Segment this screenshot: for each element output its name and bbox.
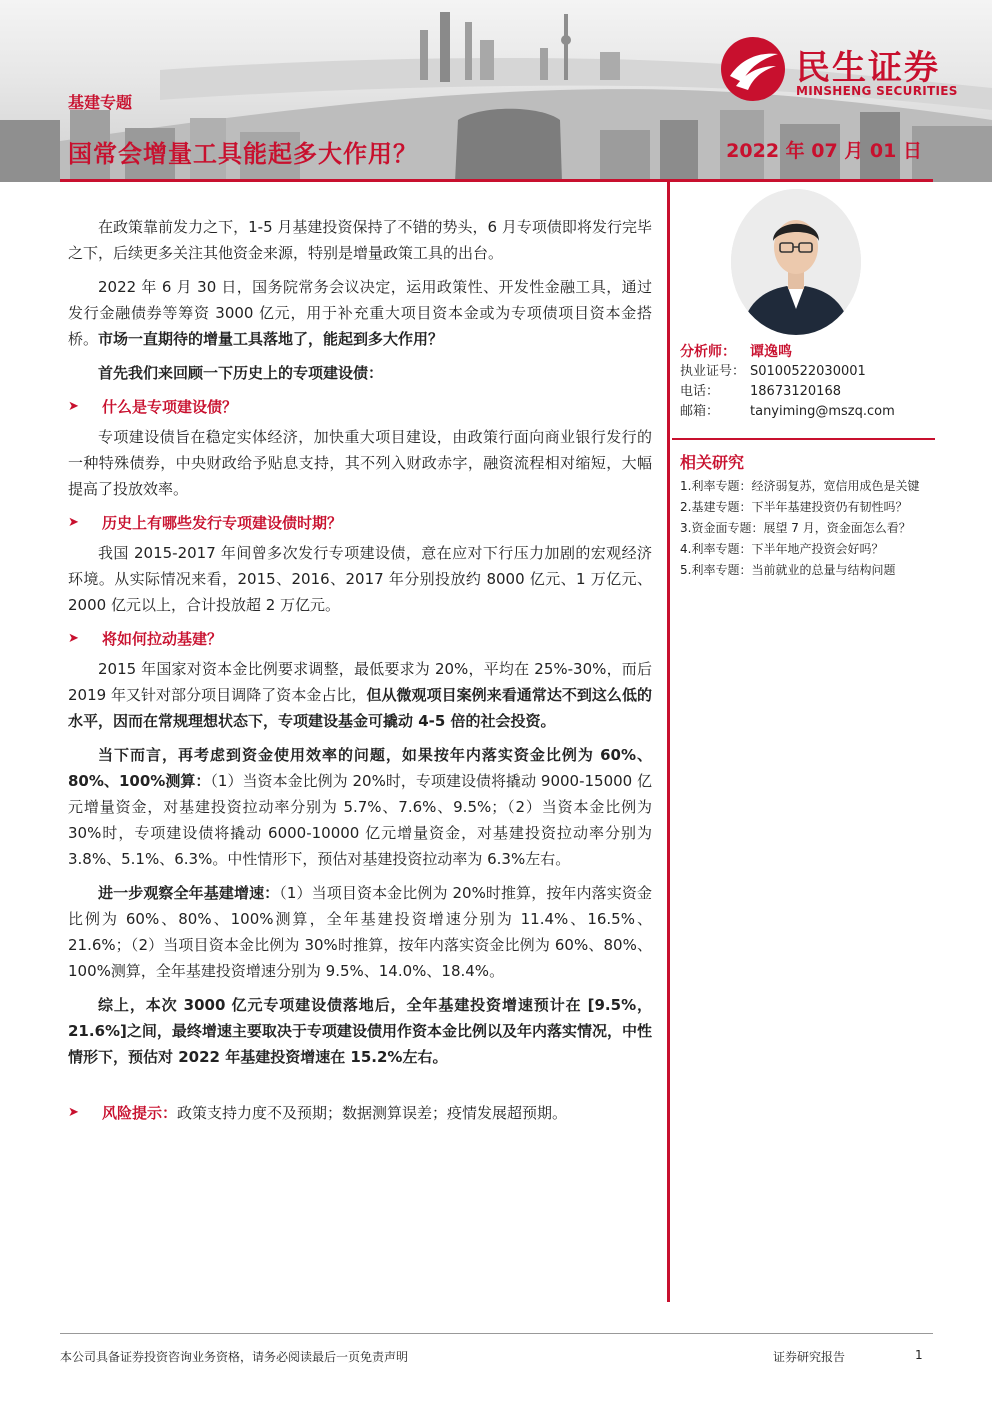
arrow-bullet-icon: ➤ — [68, 1105, 79, 1120]
logo-cn-text: 民生证券 — [796, 48, 940, 88]
analyst-email-row: 邮箱： tanyiming@mszq.com — [680, 402, 935, 422]
analyst-phone-row: 电话： 18673120168 — [680, 382, 935, 402]
arrow-bullet-icon: ➤ — [68, 399, 79, 414]
related-item[interactable]: 3.资金面专题：展望 7 月，资金面怎么看？ — [680, 521, 911, 535]
logo-en-text: MINSHENG SECURITIES — [796, 84, 958, 98]
related-item[interactable]: 5.利率专题：当前就业的总量与结构问题 — [680, 563, 896, 577]
minsheng-logo-icon — [720, 36, 786, 102]
risk-warning — [68, 1100, 652, 1126]
analyst-info — [680, 342, 935, 422]
report-date: 2022 年 07 月 01 日 — [726, 140, 922, 162]
analyst-email[interactable]: tanyiming@mszq.com — [750, 404, 895, 419]
analyst-license-row: 执业证号： S0100522030001 — [680, 362, 935, 382]
analyst-license: S0100522030001 — [750, 364, 866, 379]
answer-3: 2015 年国家对资本金比例要求调整，最低要求为 20%，平均在 25%-30%，而后 2019 年又针对部分项目调降了资本金占比，但从微观项目案例来看通常达不到这么低的水平，因而在常规理想状态下，专项建设基金可撬动 4-5 倍的社会投资。 — [68, 660, 652, 730]
brand-logo — [720, 36, 970, 106]
footer-disclaimer: 本公司具备证券投资咨询业务资格，请务必阅读最后一页免责声明 — [60, 1350, 409, 1364]
section-tag: 基建专题 — [68, 93, 133, 112]
header-banner — [0, 0, 992, 182]
footer-report-type: 证券研究报告 — [773, 1350, 846, 1364]
analyst-name: 谭逸鸣 — [750, 344, 792, 360]
paragraph-intro: 在政策靠前发力之下，1-5 月基建投资保持了不错的势头，6 月专项债即将发行完毕之下，后续更多关注其他资金来源，特别是增量政策工具的出台。 — [68, 218, 652, 262]
footer-rule — [60, 1333, 933, 1334]
paragraph-growth: 进一步观察全年基建增速：（1）当项目资本金比例为 20%时推算，按年内落实资金比例为 60%、80%、100%测算，全年基建投资增速分别为 11.4%、16.5%、21.6%；（2）当项目资本金比例为 30%时推算，按年内落实资金比例为 60%、80%、100%测算，全年基建投资增速分别为 9.5%、14.0%、18.4%。 — [68, 884, 652, 980]
related-research-list — [680, 476, 935, 581]
risk-text: 政策支持力度不及预期；数据测算误差；疫情发展超预期。 — [177, 1104, 568, 1122]
related-research-title: 相关研究 — [680, 453, 745, 472]
question-heading-2: ➤ 历史上有哪些发行专项建设债时期？ — [68, 510, 652, 536]
arrow-bullet-icon: ➤ — [68, 515, 79, 530]
question-heading-1: ➤ 什么是专项建设债？ — [68, 394, 652, 420]
related-item[interactable]: 1.利率专题：经济弱复苏，宽信用成色是关键 — [680, 479, 920, 493]
person-avatar-icon — [731, 189, 861, 335]
paragraph-conclusion: 综上，本次 3000 亿元专项建设债落地后，全年基建投资增速预计在 [9.5%，21.6%]之间，最终增速主要取决于专项建设债用作资本金比例以及年内落实情况，中性情形下，预估对 2022 年基建投资增速在 15.2%左右。 — [68, 996, 652, 1066]
answer-2: 我国 2015-2017 年间曾多次发行专项建设债，意在应对下行压力加剧的宏观经济环境。从实际情况来看，2015、2016、2017 年分别投放约 8000 亿元、1 万亿元、2000 亿元以上，合计投放超 2 万亿元。 — [68, 544, 652, 614]
arrow-bullet-icon: ➤ — [68, 631, 79, 646]
risk-label: 风险提示： — [102, 1104, 178, 1122]
question-heading-3: ➤ 将如何拉动基建？ — [68, 626, 652, 652]
sidebar-rule — [672, 438, 935, 440]
paragraph-policy — [68, 274, 652, 352]
paragraph-review: 首先我们来回顾一下历史上的专项建设债： — [98, 364, 384, 382]
analyst-photo — [731, 189, 861, 335]
related-item[interactable]: 4.利率专题：下半年地产投资会好吗？ — [680, 542, 884, 556]
policy-text: 2022 年 6 月 30 日，国务院常务会议决定，运用政策性、开发性金融工具，通过发行金融债券等筹资 3000 亿元，用于补充重大项目资本金或为专项债项目资本金搭桥。 — [68, 278, 652, 348]
paragraph-scenario: 当下而言，再考虑到资金使用效率的问题，如果按年内落实资金比例为 60%、80%、100%测算：（1）当资本金比例为 20%时，专项建设债将撬动 9000-15000 亿元增量资金，对基建投资拉动率分别为 5.7%、7.6%、9.5%；（2）当资本金比例为 30%时，专项建设债将撬动 6000-10000 亿元增量资金，对基建投资拉动率分别为 3.8%、5.1%、6.3%。中性情形下，预估对基建投资拉动率为 6.3%左右。 — [68, 746, 652, 868]
analyst-phone: 18673120168 — [750, 384, 841, 399]
report-title: 国常会增量工具能起多大作用？ — [68, 140, 418, 168]
header-rule — [60, 179, 933, 182]
main-content — [68, 214, 652, 1126]
related-item[interactable]: 2.基建专题：下半年基建投资仍有韧性吗？ — [680, 500, 908, 514]
answer-1: 专项建设债旨在稳定实体经济，加快重大项目建设，由政策行面向商业银行发行的一种特殊债券，中央财政给予贴息支持，其不列入财政赤字，融资流程相对缩短，大幅提高了投放效率。 — [68, 428, 652, 498]
analyst-name-row: 分析师： 谭逸鸣 — [680, 344, 792, 360]
policy-question: 市场一直期待的增量工具落地了，能起到多大作用？ — [98, 330, 444, 348]
page-number: 1 — [915, 1348, 923, 1362]
column-divider — [667, 182, 670, 1302]
